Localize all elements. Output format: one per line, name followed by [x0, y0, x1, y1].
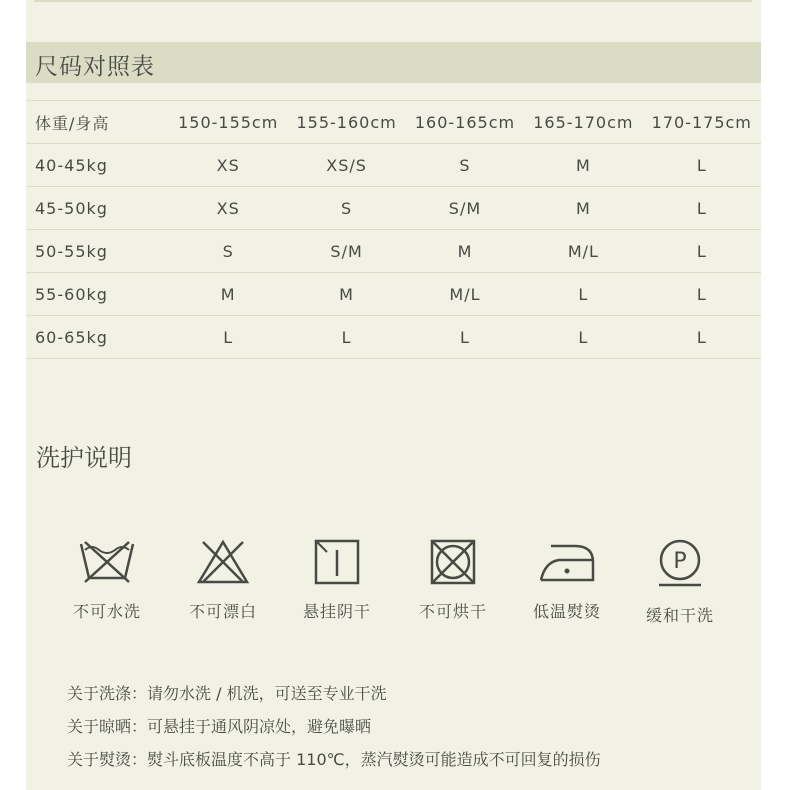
table-row: [26, 273, 761, 316]
care-label: 不可水洗: [72, 602, 141, 621]
no-bleach-icon: [193, 538, 253, 586]
care-item-no-bleach: [173, 538, 273, 622]
table-row: [26, 144, 761, 187]
no-wash-icon: [77, 538, 137, 586]
svg-text:P: P: [673, 549, 687, 574]
size-chart-title: 尺码对照表: [35, 54, 155, 80]
care-item-gentle-dry-clean: [630, 538, 730, 626]
table-header-row: [26, 101, 761, 144]
size-cell: M: [524, 144, 642, 187]
weight-cell: 55-60kg: [26, 273, 169, 316]
header-cell: 155-160cm: [287, 101, 405, 144]
care-label: 悬挂阴干: [302, 602, 371, 621]
care-label: 低温熨烫: [532, 602, 601, 621]
drip-dry-shade-icon: [307, 538, 367, 586]
size-cell: L: [643, 230, 761, 273]
table-row: [26, 187, 761, 230]
size-cell: L: [406, 316, 524, 359]
table-row: [26, 316, 761, 359]
header-cell: 150-155cm: [169, 101, 287, 144]
size-cell: S/M: [406, 187, 524, 230]
care-item-drip-dry-shade: [287, 538, 387, 622]
size-cell: S: [287, 187, 405, 230]
size-cell: L: [287, 316, 405, 359]
size-cell: S/M: [287, 230, 405, 273]
size-cell: L: [169, 316, 287, 359]
size-cell: M/L: [524, 230, 642, 273]
size-cell: L: [643, 187, 761, 230]
weight-cell: 45-50kg: [26, 187, 169, 230]
header-cell: 170-175cm: [643, 101, 761, 144]
no-tumble-dry-icon: [423, 538, 483, 586]
size-cell: M: [287, 273, 405, 316]
size-cell: XS: [169, 187, 287, 230]
size-cell: XS/S: [287, 144, 405, 187]
weight-cell: 50-55kg: [26, 230, 169, 273]
care-label: 不可漂白: [188, 602, 257, 621]
note-drying: 关于晾晒：可悬挂于通风阴凉处，避免曝晒: [67, 717, 372, 736]
size-cell: M/L: [406, 273, 524, 316]
size-cell: S: [169, 230, 287, 273]
care-notes: [67, 680, 601, 779]
care-label: 不可烘干: [418, 602, 487, 621]
header-cell: 体重/身高: [26, 101, 169, 144]
size-cell: L: [643, 144, 761, 187]
size-cell: M: [169, 273, 287, 316]
iron-low-icon: [535, 538, 599, 586]
weight-cell: 40-45kg: [26, 144, 169, 187]
size-cell: XS: [169, 144, 287, 187]
header-cell: 165-170cm: [524, 101, 642, 144]
header-cell: 160-165cm: [406, 101, 524, 144]
size-cell: M: [406, 230, 524, 273]
care-label: 缓和干洗: [645, 606, 714, 625]
note-washing: 关于洗涤：请勿水洗 / 机洗，可送至专业干洗: [67, 684, 387, 703]
size-cell: L: [643, 273, 761, 316]
care-item-no-tumble-dry: [403, 538, 503, 622]
note-ironing: 关于熨烫：熨斗底板温度不高于 110℃，蒸汽熨烫可能造成不可回复的损伤: [67, 750, 601, 769]
care-item-iron-low: [517, 538, 617, 622]
size-cell: S: [406, 144, 524, 187]
weight-cell: 60-65kg: [26, 316, 169, 359]
size-chart-table: [26, 100, 761, 359]
top-divider: [34, 0, 752, 2]
table-row: [26, 230, 761, 273]
size-cell: L: [524, 273, 642, 316]
size-cell: L: [643, 316, 761, 359]
size-cell: M: [524, 187, 642, 230]
size-cell: L: [524, 316, 642, 359]
gentle-dry-clean-icon: [650, 538, 710, 590]
care-item-no-wash: [57, 538, 157, 622]
care-title: 洗护说明: [36, 444, 132, 472]
